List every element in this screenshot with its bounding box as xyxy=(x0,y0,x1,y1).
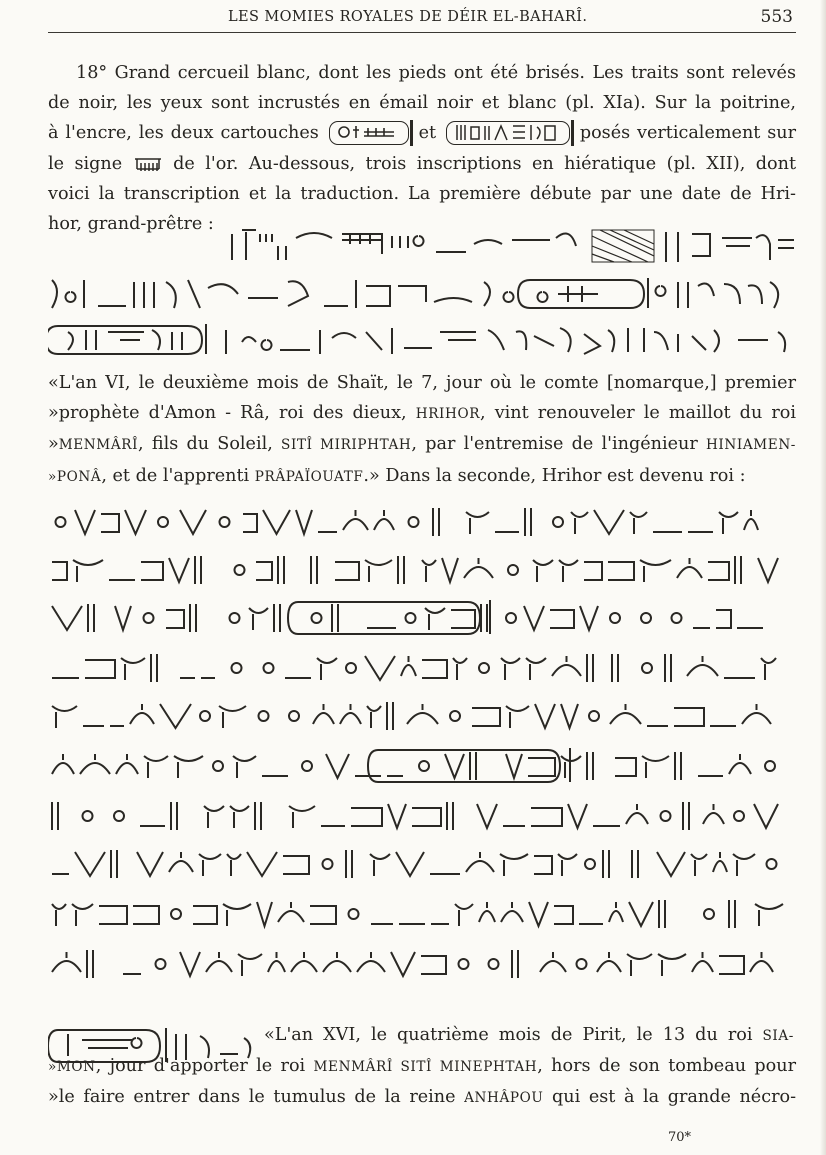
hieroglyph-inscription-row xyxy=(48,794,798,838)
page-number: 553 xyxy=(760,7,793,27)
gold-sign-image xyxy=(133,155,163,173)
text-fragment: à l'encre, les deux cartouches xyxy=(48,123,319,144)
cartouche-image xyxy=(446,121,570,145)
name-smallcaps: HRIHOR xyxy=(415,406,481,423)
quote-translation-1 xyxy=(48,368,796,492)
name-smallcaps: MENMÂRÎ xyxy=(58,437,139,454)
paragraph-description xyxy=(48,58,796,239)
text-line xyxy=(48,461,796,492)
text-fragment: «L'an VI, le deuxième mois de Shaït, le 7, jour où le comte [nomarque,] premier xyxy=(48,373,796,393)
text-line: de noir, les yeux sont incrustés en émail noir et blanc (pl. XIa). Sur la poitrine, xyxy=(48,93,796,114)
text-line: 18° Grand cercueil blanc, dont les pieds ont été brisés. Les traits sont relevés xyxy=(76,63,796,83)
text-fragment: hor, grand-prêtre : xyxy=(48,214,214,235)
text-fragment: »le faire entrer dans le tumulus de la reine xyxy=(48,1087,456,1108)
text-fragment: et xyxy=(418,123,437,144)
hieroglyph-cartouche-row xyxy=(48,1024,262,1068)
text-fragment: , fils du Soleil, xyxy=(138,434,273,455)
name-smallcaps: PRÂPAÏOUATF xyxy=(254,468,364,485)
text-line xyxy=(48,368,796,398)
name-smallcaps: SIA- xyxy=(762,1028,794,1044)
text-fragment: , jour d'apporter le roi xyxy=(95,1056,306,1077)
hieroglyph-inscription-row xyxy=(48,318,798,362)
hieroglyph-inscription-row xyxy=(48,646,798,690)
text-fragment: de l'or. Au-dessous, trois inscriptions en hiératique (pl. XII), dont xyxy=(173,153,797,174)
text-fragment: , par l'entremise de l'ingénieur xyxy=(411,434,698,455)
text-line: voici la transcription et la traduction. La première débute par une date de Hri- xyxy=(48,183,796,204)
name-smallcaps: SITÎ MIRIPHTAH xyxy=(281,437,412,454)
cartouche-image xyxy=(329,121,409,145)
text-fragment: , vint renouveler le maillot du roi xyxy=(480,403,796,424)
text-line xyxy=(48,429,796,460)
text-line xyxy=(48,1082,796,1113)
page-edge xyxy=(820,0,826,1155)
text-fragment: , hors de son tombeau pour xyxy=(537,1056,796,1077)
hieroglyph-inscription-row xyxy=(48,892,798,936)
text-fragment: qui est à la grande nécro- xyxy=(552,1087,797,1108)
name-smallcaps: »MON xyxy=(48,1059,96,1076)
hieroglyph-inscription-row xyxy=(48,942,798,986)
text-line xyxy=(48,149,796,179)
hieroglyph-inscription-row xyxy=(48,694,798,738)
hieroglyph-inscription-row xyxy=(48,596,798,640)
hieroglyph-inscription-row xyxy=(48,842,798,886)
hieroglyph-inscription-row xyxy=(226,224,796,268)
name-smallcaps: HINIAMEN- xyxy=(705,437,797,454)
text-fragment: .» Dans la seconde, Hrihor est devenu roi : xyxy=(363,465,746,486)
text-line xyxy=(48,209,224,239)
page-header xyxy=(48,4,796,33)
name-smallcaps: »PONÂ xyxy=(48,468,102,485)
text-line xyxy=(48,398,796,429)
text-fragment: posés verticalement sur xyxy=(579,123,796,144)
name-smallcaps: MENMÂRÎ SITÎ MINEPHTAH xyxy=(313,1059,538,1076)
text-fragment: »prophète d'Amon - Râ, roi des dieux, xyxy=(48,403,407,424)
hieroglyph-inscription-row xyxy=(48,744,798,788)
text-fragment: » xyxy=(48,434,59,455)
text-line xyxy=(48,118,796,148)
name-smallcaps: ANHÂPOU xyxy=(464,1090,544,1107)
text-fragment: le signe xyxy=(48,153,123,174)
hieroglyph-inscription-row xyxy=(48,548,798,592)
hieroglyph-inscription-row xyxy=(48,500,798,544)
signature-marker: 70* xyxy=(668,1130,692,1145)
text-fragment: , et de l'apprenti xyxy=(101,465,250,486)
hieroglyph-inscription-row xyxy=(48,272,798,316)
text-line xyxy=(264,1020,794,1051)
text-fragment: «L'an XVI, le quatrième mois de Pirit, le 13 du roi xyxy=(264,1025,753,1045)
running-head: LES MOMIES ROYALES DE DÉIR EL-BAHARÎ. xyxy=(228,9,588,25)
